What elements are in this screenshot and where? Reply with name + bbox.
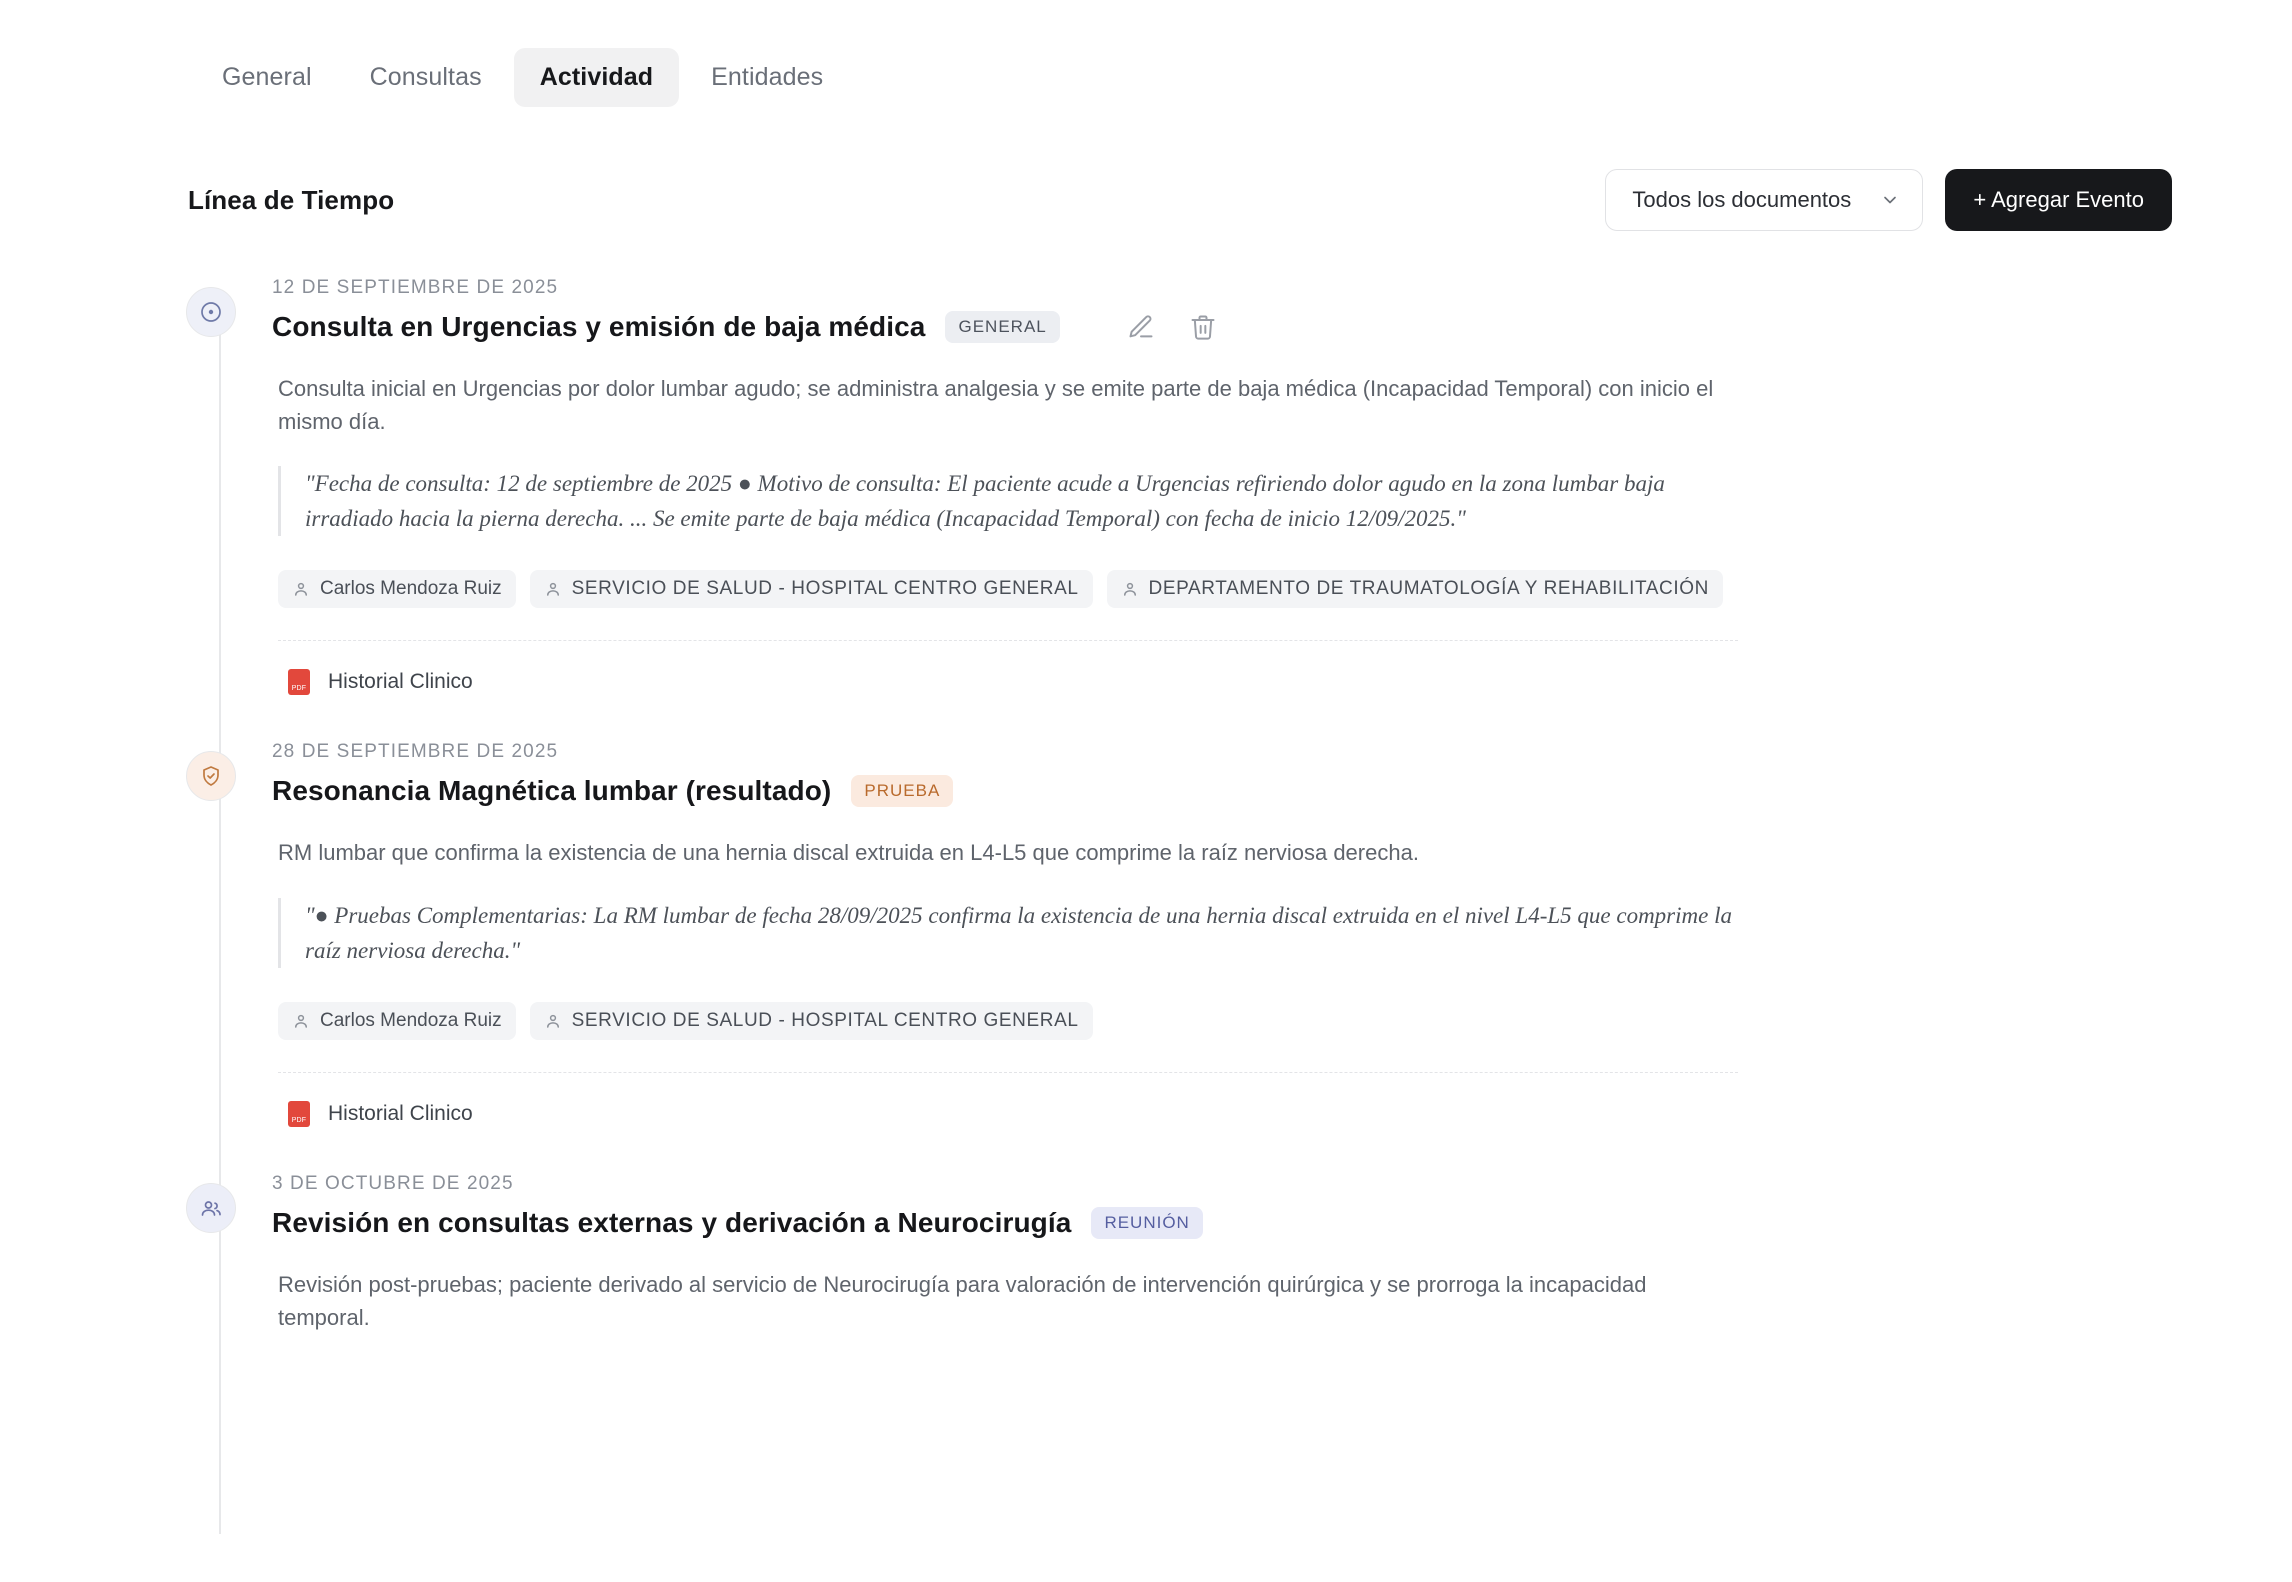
add-event-button[interactable]: + Agregar Evento [1945, 169, 2172, 231]
person-icon [1121, 580, 1139, 598]
timeline-list [0, 277, 2292, 1334]
event-quote: "Fecha de consulta: 12 de septiembre de 2025 ● Motivo de consulta: El paciente acude a Urgencias refiriendo dolor agudo en la zona lumbar baja irradiado hacia la pierna derecha. ... Se emite parte de baja médica (Incapacidad Temporal) con fecha de inicio 12/09/2025." [278, 466, 1738, 536]
person-icon [544, 1012, 562, 1030]
pdf-icon [288, 669, 310, 695]
document-name: Historial Clinico [328, 1102, 473, 1126]
divider [278, 1072, 1738, 1073]
timeline-header [188, 169, 2172, 231]
chevron-down-icon [1880, 190, 1900, 210]
entity-chip[interactable] [278, 570, 516, 608]
event-date: 12 DE SEPTIEMBRE DE 2025 [272, 277, 559, 298]
divider [278, 640, 1738, 641]
document-link[interactable] [288, 1101, 2292, 1127]
person-icon [292, 1012, 310, 1030]
event-description: RM lumbar que confirma la existencia de una hernia discal extruida en L4-L5 que comprime la raíz nerviosa derecha. [278, 840, 1419, 866]
entity-chip-label: DEPARTAMENTO DE TRAUMATOLOGÍA Y REHABILITACIÓN [1148, 578, 1709, 600]
pencil-icon[interactable] [1127, 313, 1155, 341]
entity-chip[interactable] [530, 570, 1093, 608]
event-description: Revisión post-pruebas; paciente derivado al servicio de Neurocirugía para valoración de intervención quirúrgica y se prorroga la incapacidad temporal. [278, 1272, 1647, 1330]
event-title-row [272, 775, 2292, 807]
timeline-event [188, 741, 2292, 1127]
entity-chip-label: Carlos Mendoza Ruiz [320, 1010, 502, 1032]
tabbar [0, 0, 2292, 107]
header-actions [1605, 169, 2172, 231]
event-title: Resonancia Magnética lumbar (resultado) [272, 775, 832, 807]
people-icon [186, 1183, 236, 1233]
event-date: 3 DE OCTUBRE DE 2025 [272, 1173, 514, 1195]
entity-chip-label: Carlos Mendoza Ruiz [320, 578, 502, 600]
event-title: Revisión en consultas externas y derivación a Neurocirugía [272, 1207, 1072, 1239]
status-badge: PRUEBA [851, 775, 953, 807]
event-description: Consulta inicial en Urgencias por dolor lumbar agudo; se administra analgesia y se emite parte de baja médica (Incapacidad Temporal) con inicio el mismo día. [278, 376, 1714, 434]
person-icon [292, 580, 310, 598]
status-badge: REUNIÓN [1091, 1207, 1202, 1239]
document-filter-value: Todos los documentos [1632, 187, 1852, 212]
event-date: 28 DE SEPTIEMBRE DE 2025 [272, 741, 559, 763]
event-title-row [272, 1207, 2292, 1239]
document-link[interactable] [288, 669, 2292, 695]
shield-icon [186, 751, 236, 801]
entity-chip-label: SERVICIO DE SALUD - HOSPITAL CENTRO GENERAL [571, 578, 1079, 600]
status-badge: GENERAL [945, 311, 1059, 343]
trash-icon[interactable] [1189, 313, 1217, 341]
person-icon [544, 580, 562, 598]
document-name: Historial Clinico [328, 670, 473, 694]
document-filter-select[interactable] [1605, 169, 1923, 231]
entity-chips [278, 570, 2292, 608]
entity-chip[interactable] [530, 1002, 1093, 1040]
event-title-row [272, 311, 2292, 343]
entity-chips [278, 1002, 2292, 1040]
entity-chip[interactable] [278, 1002, 516, 1040]
page-title: Línea de Tiempo [188, 184, 395, 215]
timeline-event [188, 1173, 2292, 1334]
tab-entidades[interactable]: Entidades [685, 48, 849, 107]
event-actions [1127, 313, 2292, 341]
pdf-icon [288, 1101, 310, 1127]
tab-actividad[interactable]: Actividad [514, 48, 679, 107]
timeline-event [188, 277, 2292, 695]
entity-chip[interactable] [1107, 570, 1723, 608]
tab-general[interactable]: General [196, 48, 338, 107]
event-quote: "● Pruebas Complementarias: La RM lumbar de fecha 28/09/2025 confirma la existencia de una hernia discal extruida en el nivel L4-L5 que comprime la raíz nerviosa derecha." [278, 898, 1738, 968]
clock-icon [186, 287, 236, 337]
entity-chip-label: SERVICIO DE SALUD - HOSPITAL CENTRO GENERAL [571, 1010, 1079, 1032]
tab-consultas[interactable]: Consultas [344, 48, 508, 107]
event-title: Consulta en Urgencias y emisión de baja médica [272, 311, 926, 342]
